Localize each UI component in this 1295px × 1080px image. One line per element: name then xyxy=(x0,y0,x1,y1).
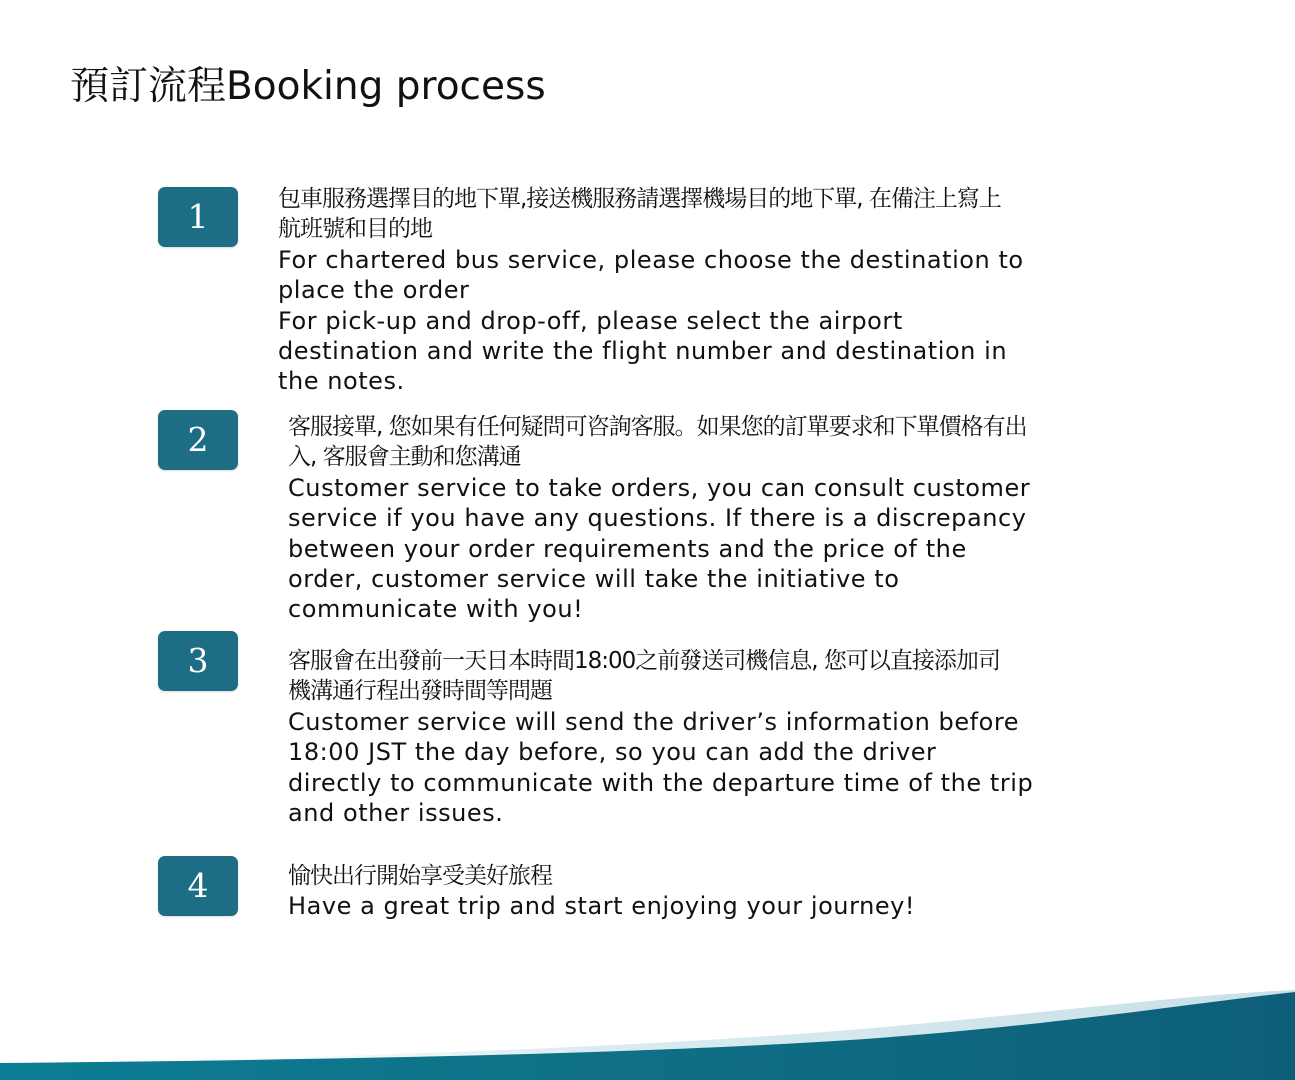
step-description-en-line: For pick-up and drop-off, please select the airport xyxy=(278,306,903,335)
step-number-badge: 1 xyxy=(158,187,238,247)
step-description xyxy=(288,646,1033,828)
step-number-badge: 4 xyxy=(158,856,238,916)
step-description xyxy=(288,861,915,922)
step-description-en-line: destination and write the flight number and destination in xyxy=(278,337,1008,366)
step-description xyxy=(288,412,1030,625)
step-number-badge: 2 xyxy=(158,410,238,470)
step-description-en-line: directly to communicate with the departure time of the trip xyxy=(288,768,1034,797)
step-description-en-line: communicate with you! xyxy=(288,595,584,624)
step-description-en-line: place the order xyxy=(278,276,470,305)
step-description-zh-line: 客服會在出發前一天日本時間18:00之前發送司機信息, 您可以直接添加司 xyxy=(288,648,1000,674)
step-description-zh-line: 入, 客服會主動和您溝通 xyxy=(288,444,521,471)
step-description-en-line: service if you have any questions. If there is a discrepancy xyxy=(288,504,1027,533)
step-description-en-line: Customer service to take orders, you can consult customer xyxy=(288,473,1031,502)
step-description-en-line: order, customer service will take the initiative to xyxy=(288,565,900,594)
step-description-en-line: For chartered bus service, please choose the destination to xyxy=(278,245,1024,274)
step-description-zh-line: 愉快出行開始享受美好旅程 xyxy=(288,863,552,889)
step-description-zh-line: 航班號和目的地 xyxy=(278,216,432,243)
step-description-en-line: the notes. xyxy=(278,367,405,396)
step-description-zh-line: 客服接單, 您如果有任何疑問可咨詢客服。如果您的訂單要求和下單價格有出 xyxy=(288,414,1027,440)
step-description xyxy=(278,184,1024,397)
step-description-en-line: and other issues. xyxy=(288,799,504,828)
step-description-en-line: Have a great trip and start enjoying your journey! xyxy=(288,892,916,921)
step-description-en-line: 18:00 JST the day before, so you can add the driver xyxy=(288,738,937,767)
step-description-zh-line: 包車服務選擇目的地下單,接送機服務請選擇機場目的地下單, 在備注上寫上 xyxy=(278,186,1001,212)
step-number-badge: 3 xyxy=(158,631,238,691)
step-description-zh-line: 機溝通行程出發時間等問題 xyxy=(288,678,552,705)
page-title: 預訂流程Booking process xyxy=(70,64,546,109)
step-description-en-line: Customer service will send the driver’s information before xyxy=(288,707,1020,736)
step-description-en-line: between your order requirements and the price of the xyxy=(288,534,967,563)
